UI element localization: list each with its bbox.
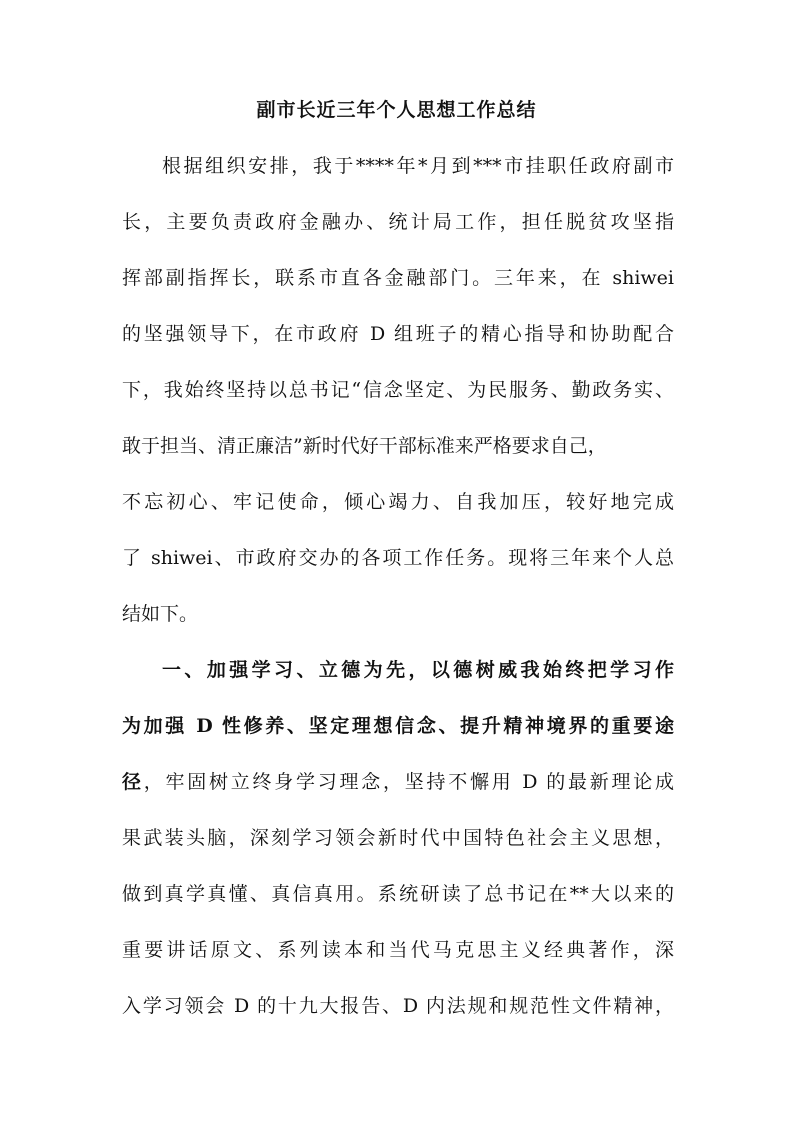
paragraph-line: 下，我始终坚持以总书记“信念坚定、为民服务、勤政务实、 xyxy=(122,379,674,401)
section-mixed-line xyxy=(122,768,674,796)
section-heading-line: 为加强 D 性修养、坚定理想信念、提升精神境界的重要途 xyxy=(122,715,674,737)
paragraph-line: 挥部副指挥长，联系市直各金融部门。三年来，在 shiwei xyxy=(122,267,674,289)
section-body-start: ，牢固树立终身学习理念，坚持不懈用 D 的最新理论成 xyxy=(143,771,674,793)
paragraph-line: 的坚强领导下，在市政府 D 组班子的精心指导和协助配合 xyxy=(122,323,674,345)
paragraph-line: 重要讲话原文、系列读本和当代马克思主义经典著作，深 xyxy=(122,939,674,961)
paragraph-line: 入学习领会 D 的十九大报告、D 内法规和规范性文件精神， xyxy=(122,995,674,1017)
paragraph-line: 做到真学真懂、真信真用。系统研读了总书记在**大以来的 xyxy=(122,883,674,905)
paragraph-line: 不忘初心、牢记使命，倾心竭力、自我加压，较好地完成 xyxy=(122,491,674,513)
section-heading-line: 一、加强学习、立德为先，以德树威我始终把学习作 xyxy=(162,659,674,681)
paragraph-line: 结如下。 xyxy=(122,603,199,625)
paragraph-line: 了 shiwei、市政府交办的各项工作任务。现将三年来个人总 xyxy=(122,547,674,569)
paragraph-line: 长，主要负责政府金融办、统计局工作，担任脱贫攻坚指 xyxy=(122,211,674,233)
paragraph-line: 根据组织安排，我于****年*月到***市挂职任政府副市 xyxy=(162,155,674,177)
paragraph-line: 敢于担当、清正廉洁”新时代好干部标准来严格要求自己， xyxy=(122,435,607,457)
paragraph-line: 果武装头脑，深刻学习领会新时代中国特色社会主义思想， xyxy=(122,827,674,849)
section-heading-end: 径 xyxy=(122,771,144,793)
document-title: 副市长近三年个人思想工作总结 xyxy=(256,99,537,121)
